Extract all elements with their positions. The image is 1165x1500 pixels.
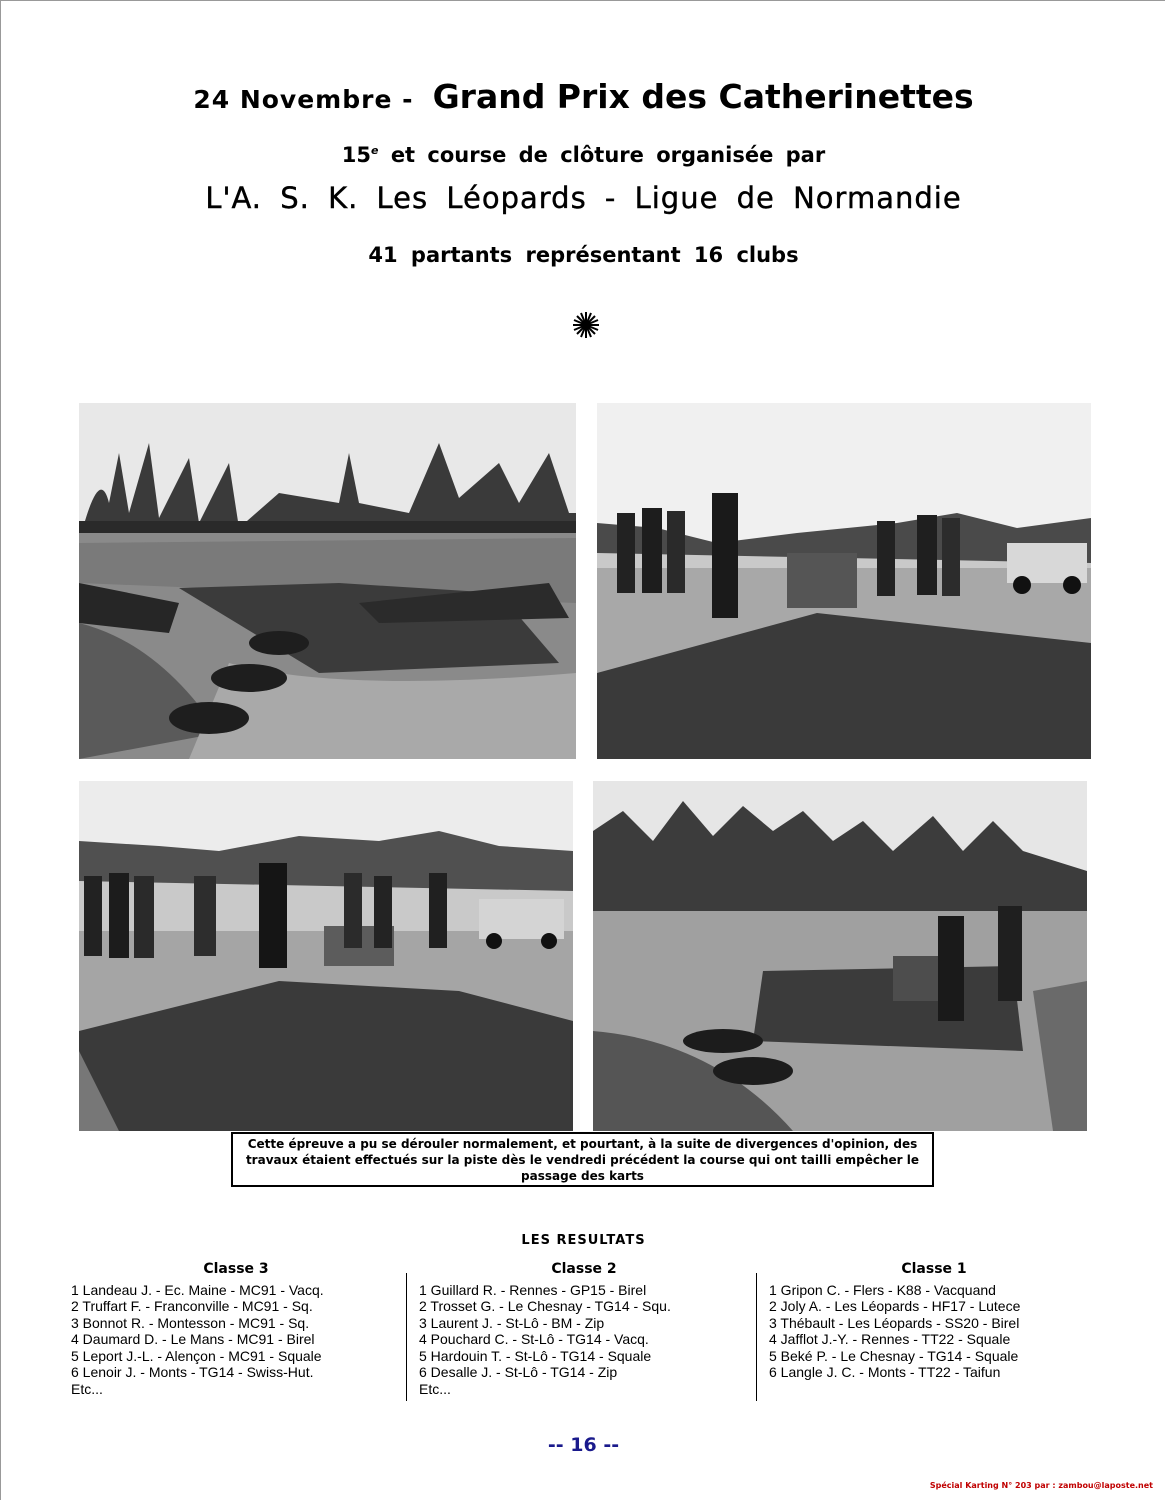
photo-crowd-roller [79,781,573,1131]
entrants: 41 partants représentant 16 clubs [368,243,799,267]
results-class-2 [419,1261,749,1397]
column-divider [406,1273,407,1401]
result-row: 1 Gripon C. - Flers - K88 - Vacquand [769,1281,996,1298]
event-name: Grand Prix des Catherinettes [432,77,974,116]
result-row: 1 Landeau J. - Ec. Maine - MC91 - Vacq. [71,1281,324,1298]
subtitle-text: et course de clôture organisée par [390,143,826,167]
class-heading: Classe 3 [203,1261,269,1277]
result-row: 4 Daumard D. - Le Mans - MC91 - Birel [71,1331,315,1347]
result-row: Etc... [71,1380,103,1397]
result-row: 5 Beké P. - Le Chesnay - TG14 - Squale [769,1347,1019,1364]
page-number: -- 16 -- [547,1434,620,1456]
result-row: 6 Lenoir J. - Monts - TG14 - Swiss-Hut. [71,1364,314,1380]
event-date: 24 Novembre - [193,85,414,114]
subtitle [1,143,1165,167]
photo-roller-crowd [597,403,1091,759]
class-heading: Classe 1 [901,1261,967,1277]
result-row: 5 Leport J.-L. - Alençon - MC91 - Squale [71,1347,322,1364]
result-row: 1 Guillard R. - Rennes - GP15 - Birel [419,1281,647,1298]
result-row: 4 Jafflot J.-Y. - Rennes - TT22 - Squale [769,1331,1011,1347]
photo-worker-roller [593,781,1087,1131]
subtitle-number: 15 [341,143,372,167]
photo-caption: Cette épreuve a pu se dérouler normalement, et pourtant, à la suite de divergences d'opinion, des travaux étaient effectués sur la piste dès le vendredi précédent la course qui ont tailli empêcher le passage des karts [231,1132,934,1187]
result-row: 3 Thébault - Les Léopards - SS20 - Birel [769,1314,1020,1331]
organizer: L'A. S. K. Les Léopards - Ligue de Normandie [205,181,962,215]
results-title: LES RESULTATS [521,1233,646,1248]
result-row: 2 Trosset G. - Le Chesnay - TG14 - Squ. [419,1298,671,1314]
result-row: 2 Joly A. - Les Léopards - HF17 - Lutece [769,1298,1021,1314]
results-class-3 [71,1261,401,1397]
result-row: 5 Hardouin T. - St-Lô - TG14 - Squale [419,1347,652,1364]
result-row: 3 Bonnot R. - Montesson - MC91 - Sq. [71,1314,310,1331]
column-divider [756,1273,757,1401]
credit-line: Spécial Karting N° 203 par : zambou@laposte.net [929,1481,1153,1490]
subtitle-sup: e [371,144,379,157]
result-row: 6 Desalle J. - St-Lô - TG14 - Zip [419,1364,618,1380]
results-class-1 [769,1261,1099,1381]
photo-track-tyres [79,403,576,759]
result-row: Etc... [419,1380,451,1397]
class-heading: Classe 2 [551,1261,617,1277]
result-row: 2 Truffart F. - Franconville - MC91 - Sq. [71,1298,313,1314]
page-title [1,77,1165,116]
result-row: 4 Pouchard C. - St-Lô - TG14 - Vacq. [419,1331,649,1347]
result-row: 6 Langle J. C. - Monts - TT22 - Taifun [769,1364,1001,1380]
result-row: 3 Laurent J. - St-Lô - BM - Zip [419,1314,605,1331]
star-ornament-icon [572,311,600,339]
